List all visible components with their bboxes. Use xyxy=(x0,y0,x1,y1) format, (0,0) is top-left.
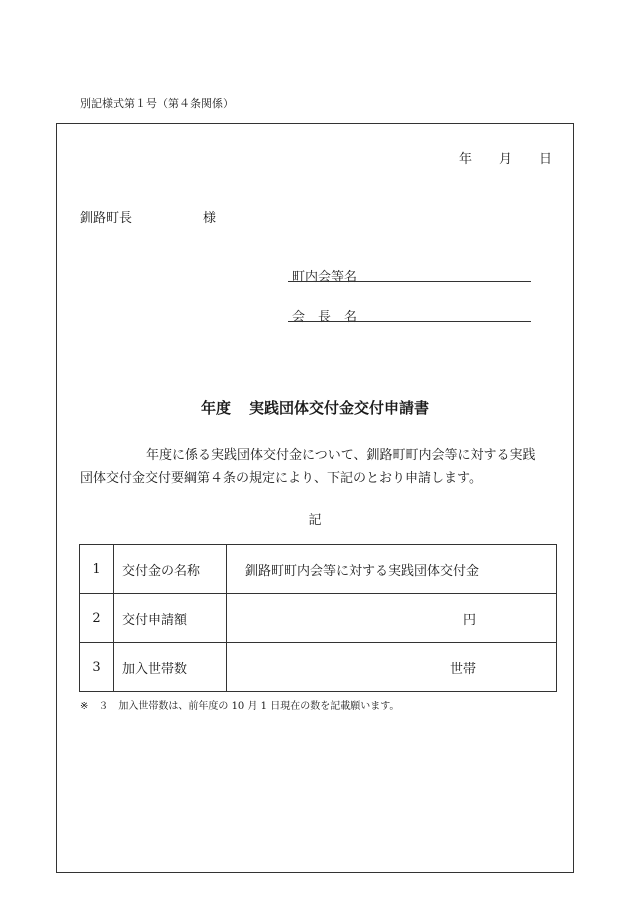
grant-name-value: 釧路町町内会等に対する実践団体交付金 xyxy=(227,545,557,594)
association-name-line[interactable] xyxy=(288,281,531,282)
row-number: 3 xyxy=(80,643,114,692)
chairman-name-line[interactable] xyxy=(288,321,531,322)
form-frame xyxy=(56,123,574,873)
households-unit[interactable]: 世帯 xyxy=(227,643,557,692)
addressee-honorific: 様 xyxy=(203,211,217,226)
document-title xyxy=(0,397,630,418)
body-paragraph xyxy=(80,444,558,490)
details-table xyxy=(79,544,557,692)
footnote-mark: ※ ３ xyxy=(80,701,109,712)
form-reference: 別記様式第１号（第４条関係） xyxy=(80,97,234,110)
body-line-1: 年度に係る実践団体交付金について、釧路町町内会等に対する実践 xyxy=(146,448,536,463)
table-row xyxy=(80,643,557,692)
footnote-text: 加入世帯数は、前年度の 10 月 1 日現在の数を記載願います。 xyxy=(118,701,400,712)
date-day-label: 日 xyxy=(539,152,553,167)
addressee-name: 釧路町長 xyxy=(80,211,133,226)
title-prefix: 年度 xyxy=(200,399,231,417)
amount-unit[interactable]: 円 xyxy=(227,594,557,643)
date-year-label: 年 xyxy=(459,152,473,167)
footnote xyxy=(80,697,399,712)
row-number: 1 xyxy=(80,545,114,594)
row-label: 加入世帯数 xyxy=(114,643,227,692)
table-row xyxy=(80,545,557,594)
row-label: 交付申請額 xyxy=(114,594,227,643)
table-row xyxy=(80,594,557,643)
row-number: 2 xyxy=(80,594,114,643)
row-label: 交付金の名称 xyxy=(114,545,227,594)
body-line-2: 団体交付金交付要綱第４条の規定により、下記のとおり申請します。 xyxy=(80,471,482,486)
ki-heading: 記 xyxy=(308,513,322,528)
date-month-label: 月 xyxy=(499,152,513,167)
chairman-name-label: 会 長 名 xyxy=(292,310,358,325)
association-name-label: 町内会等名 xyxy=(292,270,358,285)
title-main: 実践団体交付金交付申請書 xyxy=(249,399,430,417)
